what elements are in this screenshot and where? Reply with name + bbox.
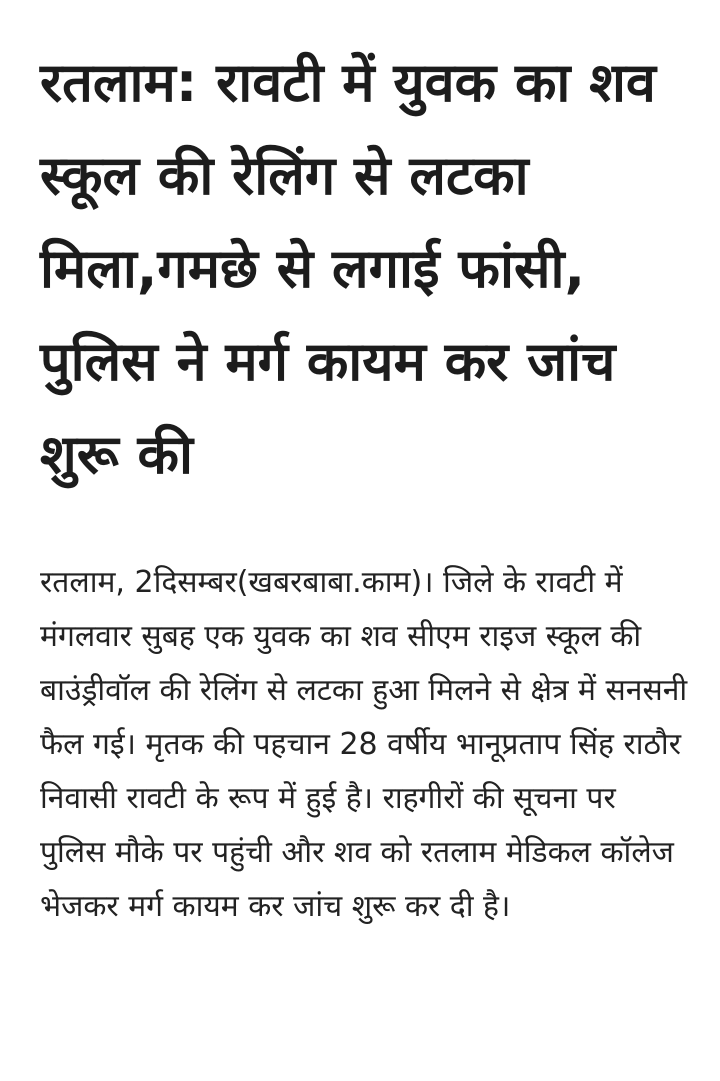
news-article [40,36,690,924]
article-headline: रतलाम: रावटी में युवक का शव स्कूल की रेलिंग से लटका मिला,गमछे से लगाई फांसी, पुलिस ने मर्ग कायम कर जांच शुरू की [40,51,656,486]
article-body: रतलाम, 2दिसम्बर(खबरबाबा.काम)। जिले के रावटी में मंगलवार सुबह एक युवक का शव सीएम राइज स्कूल की बाउंड्रीवॉल की रेलिंग से लटका हुआ मिलने से क्षेत्र में सनसनी फैल गई। मृतक की पहचान 28 वर्षीय भानूप्रताप सिंह राठौर निवासी रावटी के रूप में हुई है। राहगीरों की सूचना पर पुलिस मौके पर पहुंची और शव को रतलाम मेडिकल कॉलेज भेजकर मर्ग कायम कर जांच शुरू कर दी है। [40,565,688,924]
